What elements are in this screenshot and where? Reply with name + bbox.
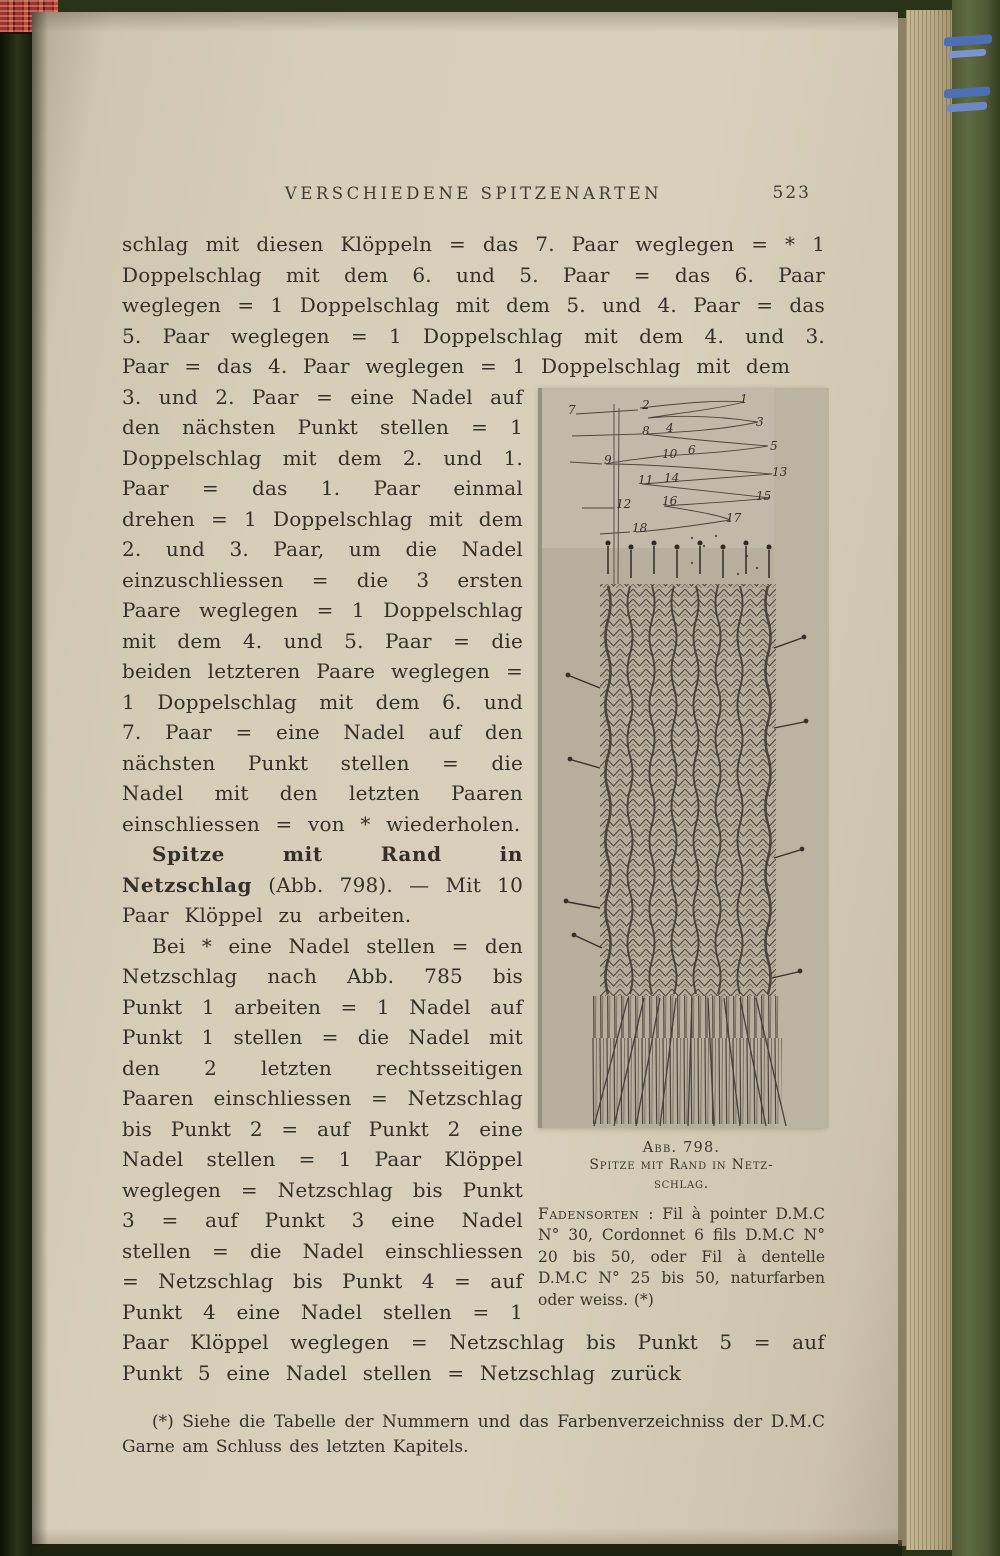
- svg-text:2: 2: [642, 397, 650, 412]
- materials-text: : Fil à pointer D.M.C N° 30, Cordonnet 6 fils D.M.C N° 20 bis 50, oder Fil à dentelle D.M.C N° 25 bis 50, naturfarben oder weiss. (*): [538, 1204, 825, 1309]
- figure-abb-798: [538, 388, 825, 1312]
- lace-engraving-image: [538, 388, 825, 1128]
- svg-text:9: 9: [604, 452, 612, 467]
- page-edge-shadow: [898, 18, 906, 1546]
- section-heading-rest: (Abb. 798). — Mit 10 Paar Klöppel zu arbeiten.: [122, 872, 523, 927]
- figure-title-line1: Spitze mit Rand in Netz-: [589, 1156, 774, 1173]
- paragraph-continuation: schlag mit diesen Klöppeln = das 7. Paar weglegen = * 1 Doppelschlag mit dem 6. und 5. Paar = das 6. Paar weglegen = 1 Doppelschlag mit dem 5. und 4. Paar = das 5. Paar weglegen = 1 Doppelschlag mit dem 4. und 3. Paar = das 4. Paar weglegen = 1 Doppelschlag mit dem: [122, 232, 825, 378]
- svg-text:14: 14: [664, 470, 680, 485]
- lace-engraving-svg: [542, 388, 829, 1128]
- book-cover-right: [952, 0, 1000, 1556]
- running-title: VERSCHIEDENE SPITZENARTEN: [284, 184, 663, 203]
- page-header: [122, 184, 825, 203]
- page-fore-edge-stack: [906, 10, 952, 1550]
- figure-caption: [538, 1140, 825, 1194]
- paragraph-instructions: Bei * eine Nadel stellen = den Netzschlag nach Abb. 785 bis Punkt 1 arbeiten = 1 Nadel auf Punkt 1 stellen = die Nadel mit den 2 letzten rechtsseitigen Paaren einschliessen = Netzschlag bis Punkt 2 = auf Punkt 2 eine Nadel stellen = 1 Paar Klöppel weglegen = Netzschlag bis Punkt 3 = auf Punkt 3 eine Nadel stellen = die Nadel einschliessen = Netzschlag bis Punkt 4 = auf Punkt 4 eine Nadel stellen = 1 Paar Klöppel weglegen = Netzschlag bis Punkt 5 = auf Punkt 5 eine Nadel stellen = Netzschlag zurück: [122, 933, 825, 1385]
- figure-title-line2: schlag.: [653, 1175, 710, 1192]
- svg-text:12: 12: [616, 496, 632, 511]
- svg-text:11: 11: [638, 472, 654, 487]
- book-binding: [0, 0, 32, 1556]
- svg-text:1: 1: [740, 391, 748, 406]
- svg-text:10: 10: [662, 446, 678, 461]
- svg-text:6: 6: [688, 442, 696, 457]
- thread-materials-note: [538, 1204, 825, 1312]
- page-number: 523: [772, 183, 811, 203]
- footnote: (*) Siehe die Tabelle der Nummern und das Farbenverzeichniss der D.M.C Garne am Schluss des letzten Kapitels.: [122, 1412, 825, 1457]
- svg-text:7: 7: [568, 402, 576, 417]
- svg-text:16: 16: [662, 493, 678, 508]
- svg-text:4: 4: [666, 420, 674, 435]
- svg-text:13: 13: [772, 464, 788, 479]
- svg-text:8: 8: [642, 423, 650, 438]
- text-and-figure-zone: [122, 382, 825, 1389]
- svg-text:15: 15: [756, 488, 772, 503]
- lace-mesh: [600, 584, 776, 996]
- svg-text:18: 18: [632, 520, 648, 535]
- section-heading-bold: Spitze mit Rand in Netzschlag: [122, 842, 523, 897]
- materials-label: Fadensorten: [538, 1204, 640, 1223]
- figure-number: Abb. 798.: [642, 1139, 721, 1156]
- svg-text:17: 17: [726, 510, 742, 525]
- svg-text:5: 5: [770, 438, 778, 453]
- paragraph-wrapped: 3. und 2. Paar = eine Nadel auf den nächsten Punkt stellen = 1 Doppelschlag mit dem 2. und 1. Paar = das 1. Paar einmal drehen = 1 Doppelschlag mit dem 2. und 3. Paar, um die Nadel einzuschliessen = die 3 ersten Paare weglegen = 1 Doppelschlag mit dem 4. und 5. Paar = die beiden letzteren Paare weglegen = 1 Doppelschlag mit dem 6. und 7. Paar = eine Nadel auf den nächsten Punkt stellen = die Nadel mit den letzten Paaren einschliessen = von * wiederholen.: [122, 384, 523, 836]
- gutter-shadow: [32, 12, 48, 1546]
- svg-text:3: 3: [756, 414, 764, 429]
- book-page: [32, 12, 898, 1544]
